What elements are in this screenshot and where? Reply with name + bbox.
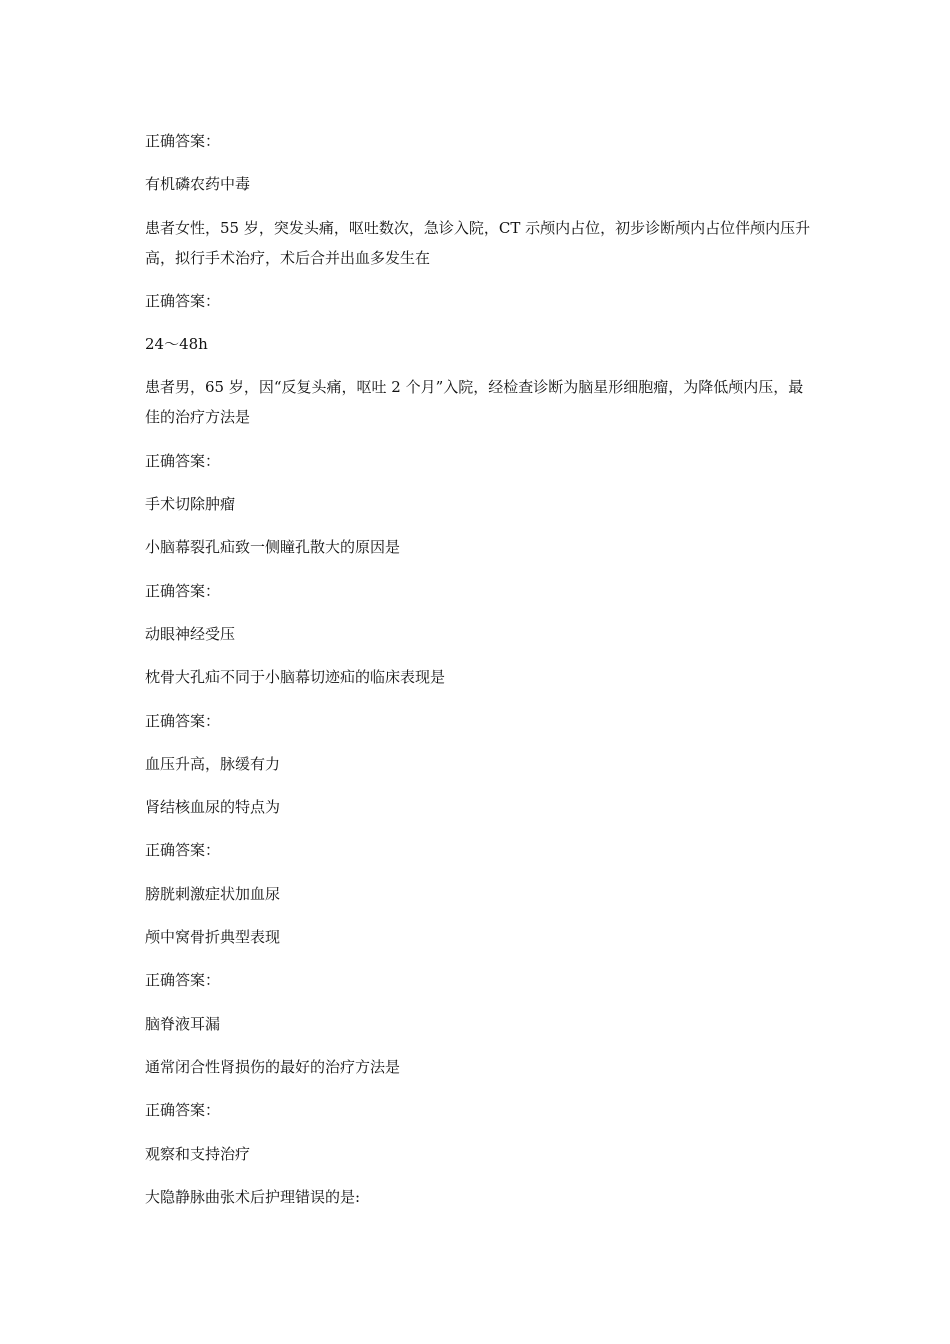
answer-label: 正确答案：	[145, 581, 221, 600]
answer-text: 脑脊液耳漏	[145, 1014, 221, 1033]
answer-text: 血压升高，脉缓有力	[145, 754, 281, 773]
answer-text: 膀胱刺激症状加血尿	[145, 884, 281, 903]
answer-text: 动眼神经受压	[145, 624, 236, 643]
answer-label: 正确答案：	[145, 1101, 221, 1120]
question-text: 小脑幕裂孔疝致一侧瞳孔散大的原因是	[145, 538, 401, 557]
answer-text: 观察和支持治疗	[145, 1144, 251, 1163]
question-text: 大隐静脉曲张术后护理错误的是:	[145, 1187, 361, 1206]
answer-text: 手术切除肿瘤	[145, 495, 236, 514]
answer-label: 正确答案：	[145, 451, 221, 470]
answer-text: 24～48h	[145, 335, 208, 354]
answer-label: 正确答案：	[145, 132, 221, 150]
document-body	[145, 126, 815, 1225]
question-text: 肾结核血尿的特点为	[145, 798, 281, 817]
answer-text: 有机磷农药中毒	[145, 175, 251, 194]
answer-label: 正确答案：	[145, 971, 221, 990]
question-text: 枕骨大孔疝不同于小脑幕切迹疝的临床表现是	[145, 668, 446, 687]
answer-label: 正确答案：	[145, 711, 221, 730]
answer-label: 正确答案：	[145, 291, 221, 310]
question-text: 通常闭合性肾损伤的最好的治疗方法是	[145, 1057, 401, 1076]
question-text: 颅中窝骨折典型表现	[145, 928, 281, 947]
question-text: 患者女性，55 岁，突发头痛，呕吐数次，急诊入院，CT 示颅内占位，初步诊断颅内占位伴颅内压升高，拟行手术治疗，术后合并出血多发生在	[145, 218, 811, 267]
answer-label: 正确答案：	[145, 841, 221, 860]
question-text: 患者男，65 岁，因“反复头痛，呕吐 2 个月”入院，经检查诊断为脑星形细胞瘤，为降低颅内压，最佳的治疗方法是	[145, 378, 804, 427]
